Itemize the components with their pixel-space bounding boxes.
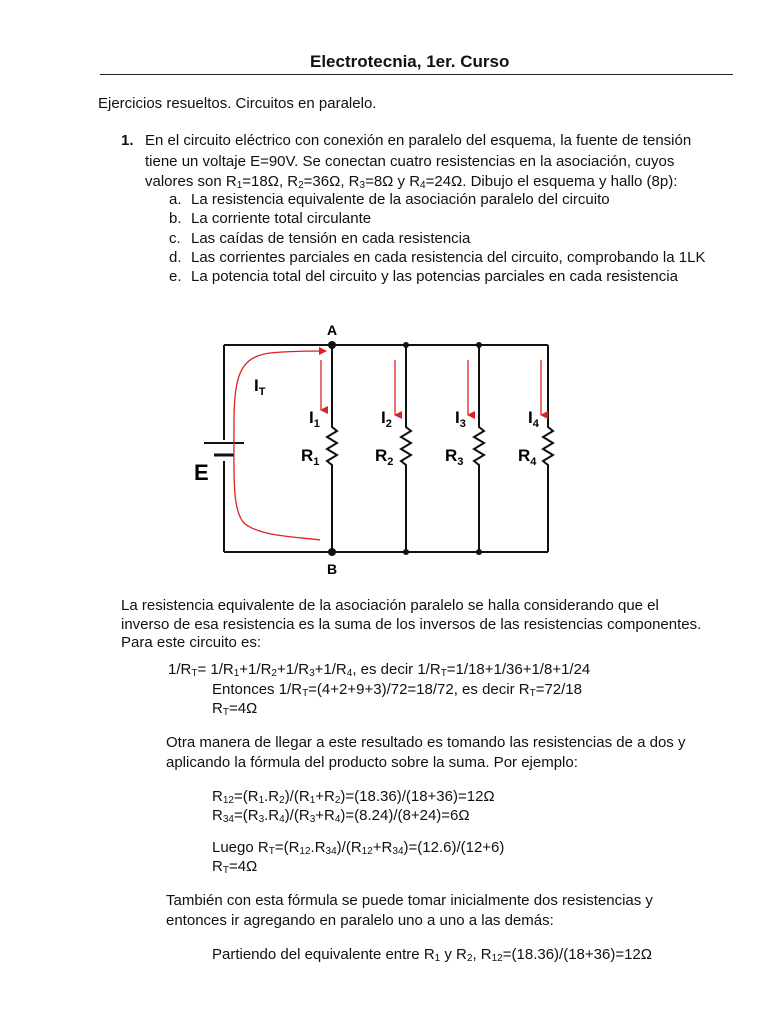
item-letter-c: c. bbox=[169, 230, 181, 247]
solution-para-2: inverso de esa resistencia es la suma de los inversos de las resistencias componentes. bbox=[121, 616, 702, 633]
total-current-label: $I_T$ bbox=[254, 376, 266, 398]
problem-line-3: valores son $R_1=18\Omega$, $R_2=36\Omega$, $R_3=8\Omega$ y $R_4=24\Omega$. Dibujo el esquema y hallo (8p): bbox=[145, 173, 678, 191]
parallel-circuit-diagram bbox=[180, 315, 580, 585]
node-b-dot bbox=[328, 548, 336, 556]
junction-2-bottom bbox=[403, 549, 409, 555]
problem-line-1: En el circuito eléctrico con conexión en paralelo del esquema, la fuente de tensión bbox=[145, 132, 692, 149]
branch-3 bbox=[474, 345, 484, 552]
equation-8: Partiendo del equivalente entre $R_1$ y $R_2$, $R_{12}=(18.36)/(18+36)=12\Omega$ bbox=[212, 946, 652, 964]
solution-para-3: Para este circuito es: bbox=[121, 634, 262, 651]
resistor-label-1: $R_1$ bbox=[301, 446, 320, 468]
resistor-label-2: $R_2$ bbox=[375, 446, 394, 468]
equation-3: $R_T=4\Omega$ bbox=[212, 700, 258, 718]
junction-2-top bbox=[403, 342, 409, 348]
solution-para-5: aplicando la fórmula del producto sobre la suma. Por ejemplo: bbox=[166, 754, 578, 771]
item-letter-d: d. bbox=[169, 249, 182, 266]
junction-3-top bbox=[476, 342, 482, 348]
solution-para-7: entonces ir agregando en paralelo uno a uno a las demás: bbox=[166, 912, 554, 929]
intro-text: Ejercicios resueltos. Circuitos en paralelo. bbox=[98, 95, 377, 112]
item-letter-b: b. bbox=[169, 210, 182, 227]
branch-2 bbox=[401, 345, 411, 552]
current-label-2: $I_2$ bbox=[381, 408, 392, 430]
node-a-dot bbox=[328, 341, 336, 349]
junction-3-bottom bbox=[476, 549, 482, 555]
branch-4 bbox=[543, 345, 553, 552]
item-text-b: La corriente total circulante bbox=[191, 210, 372, 227]
node-b-label: B bbox=[327, 561, 338, 577]
branch-1 bbox=[327, 345, 337, 552]
solution-para-6: También con esta fórmula se puede tomar inicialmente dos resistencias y bbox=[166, 892, 653, 909]
page-title: Electrotecnia, 1er. Curso bbox=[310, 52, 510, 71]
resistor-label-4: $R_4$ bbox=[518, 446, 537, 468]
item-letter-a: a. bbox=[169, 191, 182, 208]
item-text-a: La resistencia equivalente de la asociación paralelo del circuito bbox=[191, 191, 610, 208]
equation-2: Entonces $1/R_T=(4+2+9+3)/72=18/72$, es decir $R_T=72/18$ bbox=[212, 681, 582, 699]
equation-5: $R_{34}=(R_3.R_4)/(R_3+R_4)=(8.24)/(8+24)=6\Omega$ bbox=[212, 807, 470, 825]
solution-para-1: La resistencia equivalente de la asociación paralelo se halla considerando que el bbox=[121, 597, 659, 614]
item-letter-e: e. bbox=[169, 268, 182, 285]
current-label-3: $I_3$ bbox=[455, 408, 466, 430]
equation-7: $R_T=4\Omega$ bbox=[212, 858, 258, 876]
problem-number: 1. bbox=[121, 132, 134, 149]
equation-1: $1/R_T= 1/R_1+1/R_2+1/R_3+1/R_4$, es decir $1/R_T=1/18+1/36+1/8+1/24$ bbox=[168, 661, 591, 679]
item-text-c: Las caídas de tensión en cada resistencia bbox=[191, 230, 471, 247]
source-label: E bbox=[194, 460, 209, 485]
node-a-label: A bbox=[327, 322, 338, 338]
item-text-e: La potencia total del circuito y las potencias parciales en cada resistencia bbox=[191, 268, 678, 285]
equation-4: $R_{12}=(R_1.R_2)/(R_1+R_2)=(18.36)/(18+36)=12\Omega$ bbox=[212, 788, 495, 806]
equation-6: Luego $R_T=(R_{12}.R_{34})/(R_{12}+R_{34})=(12.6)/(12+6)$ bbox=[212, 839, 505, 857]
problem-line-2: tiene un voltaje E=90V. Se conectan cuatro resistencias en la asociación, cuyos bbox=[145, 153, 675, 170]
item-text-d: Las corrientes parciales en cada resistencia del circuito, comprobando la 1LK bbox=[191, 249, 706, 266]
current-label-1: $I_1$ bbox=[309, 408, 320, 430]
solution-para-4: Otra manera de llegar a este resultado es tomando las resistencias de a dos y bbox=[166, 734, 686, 751]
resistor-label-3: $R_3$ bbox=[445, 446, 464, 468]
header-rule bbox=[100, 74, 733, 75]
current-label-4: $I_4$ bbox=[528, 408, 539, 430]
